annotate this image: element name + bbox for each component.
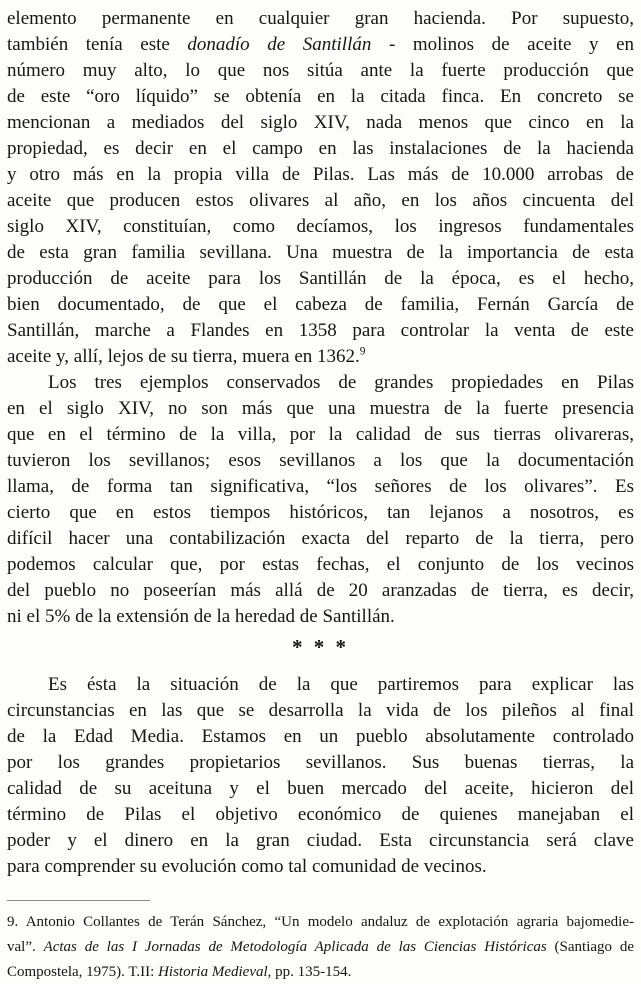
footnote-text [7, 910, 634, 984]
text-line: difícil hacer una contabilización exacta del reparto de la tierra, pero [7, 528, 634, 549]
text-line: por los grandes propietarios sevillanos. Sus buenas tierras, la [7, 752, 634, 773]
text-line: término de Pilas el objetivo económico de quienes manejaban el [7, 804, 634, 825]
text-line: bien documentado, de que el cabeza de familia, Fernán García de [7, 294, 634, 315]
text-line: circunstancias en las que se desarrolla la vida de los pileños al final [7, 700, 634, 721]
text-line: número muy alto, lo que nos sitúa ante la fuerte producción que [7, 60, 634, 81]
text-line: Santillán, marche a Flandes en 1358 para controlar la venta de este [7, 320, 634, 341]
text-line: calidad de su aceituna y el buen mercado del aceite, hicieron del [7, 778, 634, 799]
footnote [7, 900, 634, 984]
text-line: en el siglo XIV, no son más que una muestra de la fuerte presencia [7, 398, 634, 419]
text-line: siglo XIV, constituían, como decíamos, los ingresos fundamentales [7, 216, 634, 237]
footnote-line: Compostela, 1975). T.II: Historia Medieval, pp. 135-154. [7, 964, 352, 980]
footnote-rule [7, 900, 150, 901]
text-line: podemos calcular que, por estas fechas, el conjunto de los vecinos [7, 554, 634, 575]
text-line: y otro más en la propia villa de Pilas. Las más de 10.000 arrobas de [7, 164, 634, 185]
text-line: mencionan a mediados del siglo XIV, nada menos que cinco en la [7, 112, 634, 133]
text-line: propiedad, es decir en el campo en las instalaciones de la hacienda [7, 138, 634, 159]
text-line: también tenía este donadío de Santillán - molinos de aceite y en [7, 34, 635, 55]
footnote-line: 9. Antonio Collantes de Terán Sánchez, “Un modelo andaluz de explotación agraria bajomedie- [7, 914, 634, 930]
footnote-line: val”. Actas de las I Jornadas de Metodología Aplicada de las Ciencias Históricas (Santiago de [7, 939, 634, 955]
text-line: del pueblo no poseerían más allá de 20 aranzadas de tierra, es decir, [7, 580, 634, 601]
text-line: ni el 5% de la extensión de la heredad de Santillán. [7, 606, 395, 627]
text-line: elemento permanente en cualquier gran hacienda. Por supuesto, [7, 8, 634, 29]
text-line: cierto que en estos tiempos históricos, tan lejanos a nosotros, es [7, 502, 634, 523]
section-separator: * * * [292, 635, 349, 659]
text-line: poder y el dinero en la gran ciudad. Esta circunstancia será clave [7, 830, 634, 851]
text-line: de este “oro líquido” se obtenía en la citada finca. En concreto se [7, 86, 634, 107]
text-line: para comprender su evolución como tal comunidad de vecinos. [7, 856, 487, 877]
text-line: Los tres ejemplos conservados de grandes propiedades en Pilas [48, 372, 634, 393]
text-line: tuvieron los sevillanos; esos sevillanos a los que la documentación [7, 450, 634, 471]
text-line: llama, de forma tan significativa, “los señores de los olivares”. Es [7, 476, 634, 497]
text-line: aceite y, allí, lejos de su tierra, muera en 1362.$^9$ [7, 345, 366, 367]
text-line: aceite que producen estos olivares al año, en los años cincuenta del [7, 190, 634, 211]
text-line: Es ésta la situación de la que partiremos para explicar las [48, 674, 634, 695]
page-body [7, 6, 634, 880]
text-line: producción de aceite para los Santillán de la época, es el hecho, [7, 268, 634, 289]
text-line: de esta gran familia sevillana. Una muestra de la importancia de esta [7, 242, 634, 263]
text-line: que en el término de la villa, por la calidad de sus tierras olivareras, [7, 424, 634, 445]
text-line: de la Edad Media. Estamos en un pueblo absolutamente controlado [7, 726, 634, 747]
